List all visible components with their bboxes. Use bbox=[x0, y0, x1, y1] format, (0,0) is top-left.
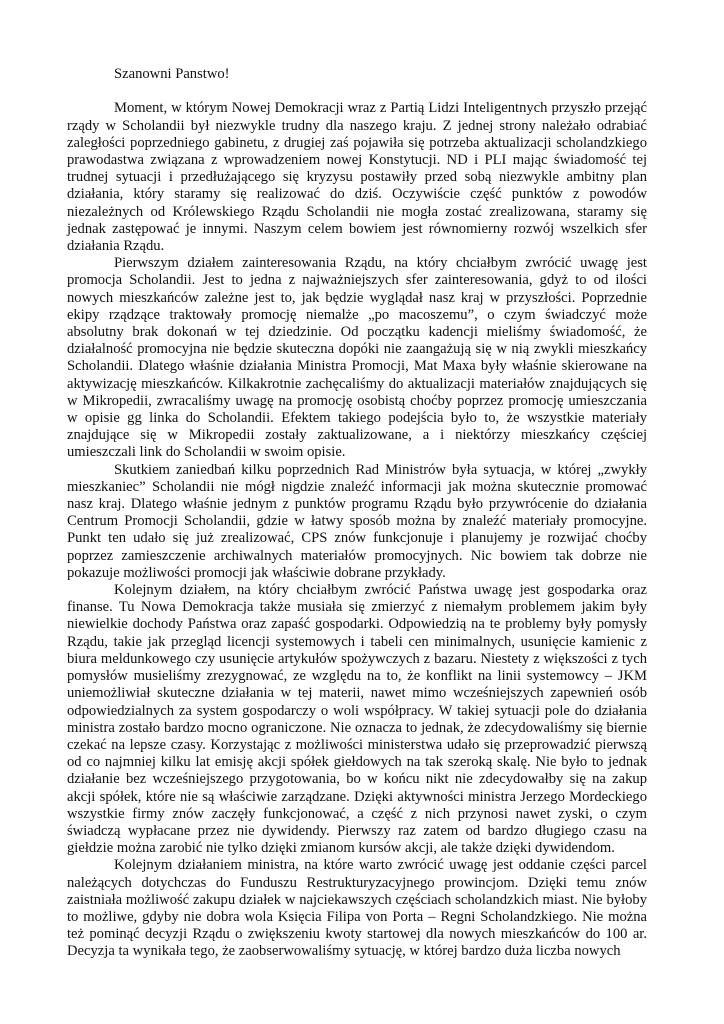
paragraph-intro: Moment, w którym Nowej Demokracji wraz z Partią Lidzi Inteligentnych przyszło przejąć rządy w Scholandii był niezwykle trudny dla naszego kraju. Z jednej strony należało odrabiać zaległości poprzedniego gabinetu, z drugiej zaś pojawiła się potrzeba aktualizacji scholandzkiego prawodastwa związana z wprowadzeniem nowej Konstytucji. ND i PLI mając świadomość tej trudnej sytuacji i przedłużającego się kryzysu postawiły przed sobą niezwykle ambitny plan działania, który staramy się realizować do dziś. Oczywiście część punktów z powodów niezależnych od Królewskiego Rządu Scholandii nie mogła zostać zrealizowana, staramy się jednak zastępować je innymi. Naszym celem bowiem jest równomierny rozwój wszelkich sfer działania Rządu. bbox=[67, 100, 647, 255]
paragraph-parcels: Kolejnym działaniem ministra, na które warto zwrócić uwagę jest oddanie części parcel należących dotychczas do Funduszu Restrukturyzacyjnego prowincjom. Dzięki temu znów zaistniała możliwość zakupu działek w najciekawszych częściach scholandzkich miast. Nie byłoby to możliwe, gdyby nie dobra wola Księcia Filipa von Porta – Regni Scholandzkiego. Nie można też pominąć decyzji Rządu o zwiększeniu kwoty startowej dla nowych mieszkańców do 100 ar. Decyzja ta wynikała tego, że zaobserwowaliśmy sytuację, w której bardzo duża liczba nowych bbox=[67, 857, 647, 960]
paragraph-promotion-center: Skutkiem zaniedbań kilku poprzednich Rad Ministrów była sytuacja, w której „zwykły mieszkaniec” Scholandii nie mógł nigdzie znaleźć informacji jak można skutecznie promować nasz kraj. Dlatego właśnie jednym z punktów programu Rządu było przywrócenie do działania Centrum Promocji Scholandii, gdzie w łatwy sposób można by znaleźć materiały promocyjne. Punkt ten udało się już zrealizować, CPS znów funkcjonuje i planujemy je rozwijać choćby poprzez zamieszczenie archiwalnych materiałów promocyjnych. Nic bowiem tak dobrze nie pokazuje możliwości promocji jak właściwie dobrane przykłady. bbox=[67, 461, 647, 581]
salutation: Szanowni Panstwo! bbox=[114, 66, 230, 82]
paragraph-promotion: Pierwszym działem zainteresowania Rządu, na który chciałbym zwrócić uwagę jest promocja Scholandii. Jest to jedna z najważniejszych sfer zainteresowania, gdyż to od ilości nowych mieszkańców zależne jest to, jak będzie wyglądał nasz kraj w przyszłości. Poprzednie ekipy rządzące traktowały promocję niemalże „po macoszemu”, o czym świadczyć może absolutny brak dokonań w tej dziedzinie. Od początku kadencji mieliśmy świadomość, że działalność promocyjna nie będzie skuteczna dopóki nie zaangażują się w nią zwykli mieszkańcy Scholandii. Dlatego właśnie działania Ministra Promocji, Mat Maxa były właśnie skierowane na aktywizację mieszkańców. Kilkakrotnie zachęcaliśmy do aktualizacji materiałów znajdujących się w Mikropedii, zwracaliśmy uwagę na promocję osobistą choćby poprzez promocję umieszczania w opisie gg linka do Scholandii. Efektem takiego podejścia było to, że wszystkie materiały znajdujące się w Mikropedii zostały zaktualizowane, a i niektórzy mieszkańcy częściej umieszczali link do Scholandii w swoim opisie. bbox=[67, 255, 647, 461]
letter-body bbox=[67, 66, 647, 961]
paragraph-economy: Kolejnym działem, na który chciałbym zwrócić Państwa uwagę jest gospodarka oraz finanse. Tu Nowa Demokracja także musiała się zmierzyć z niemałym problemem jakim były niewielkie dochody Państwa oraz zapaść gospodarki. Odpowiedzią na te problemy były pomysły Rządu, takie jak przegląd licencji systemowych i tabeli cen minimalnych, usunięcie kamienic z biura meldunkowego czy usunięcie artykułów spożywczych z bazaru. Niestety z większości z tych pomysłów musieliśmy zrezygnować, ze względu na to, że konflikt na linii systemowcy – JKM uniemożliwiał skuteczne działania w tej materii, nawet mimo wcześniejszych zapewnień osób odpowiedzialnych za system gospodarczy o woli współpracy. W takiej sytuacji pole do działania ministra zostało bardzo mocno ograniczone. Nie oznacza to jednak, że zdecydowaliśmy się biernie czekać na lepsze czasy. Korzystając z możliwości ministerstwa udało się przeprowadzić pierwszą od co najmniej kilku lat emisję akcji spółek giełdowych na tak szeroką skalę. Nie było to jednak działanie bez wcześniejszego przygotowania, bo w końcu nikt nie zdecydowałby się na zakup akcji spółek, które nie są właściwie zarządzane. Dzięki aktywności ministra Jerzego Mordeckiego wszystkie firmy znów zaczęły funkcjonować, a część z nich przynosi nawet zyski, o czym świadczą wypłacane przez nie dywidendy. Pierwszy raz zatem od bardzo długiego czasu na giełdzie można zarobić nie tylko dzięki zmianom kursów akcji, ale także dzięki dywidendom. bbox=[67, 582, 647, 857]
